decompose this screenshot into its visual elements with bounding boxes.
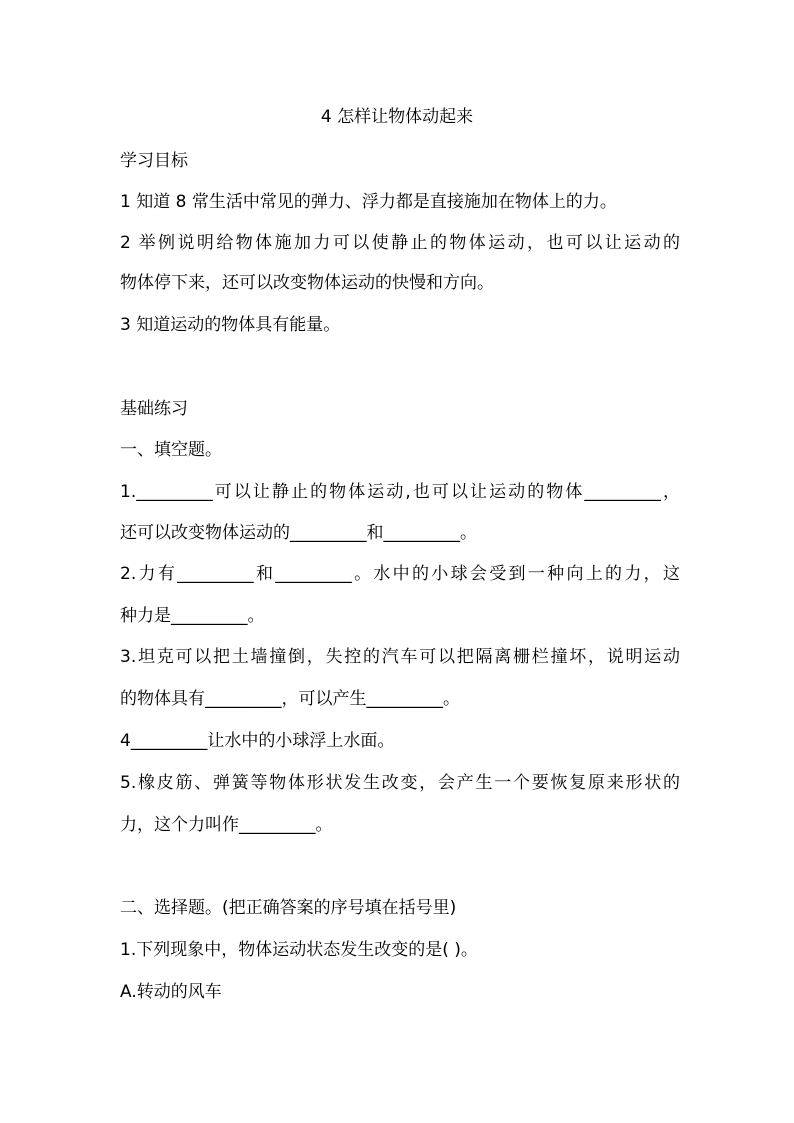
choice-option-a: A.转动的风车 xyxy=(120,982,222,1002)
fill-blank-heading: 一、填空题。 xyxy=(120,440,222,460)
goal-item-2-continued: 物体停下来，还可以改变物体运动的快慢和方向。 xyxy=(120,273,494,293)
fill-question-4: 4_________让水中的小球浮上水面。 xyxy=(120,731,395,751)
fill-question-3-continued: 的物体具有_________，可以产生_________。 xyxy=(120,689,460,709)
fill-question-2-continued: 种力是_________。 xyxy=(120,606,265,626)
choice-question-1: 1.下列现象中，物体运动状态发生改变的是( )。 xyxy=(120,940,478,960)
goal-item-3: 3 知道运动的物体具有能量。 xyxy=(120,315,341,335)
fill-question-5-continued: 力，这个力叫作_________。 xyxy=(120,815,333,835)
fill-question-5: 5.橡皮筋、弹簧等物体形状发生改变，会产生一个要恢复原来形状的 xyxy=(120,773,680,793)
goal-item-1: 1 知道 8 常生活中常见的弹力、浮力都是直接施加在物体上的力。 xyxy=(120,192,617,212)
fill-question-1: 1._________可以让静止的物体运动,也可以让运动的物体_________， xyxy=(120,482,680,502)
goals-heading: 学习目标 xyxy=(120,151,188,171)
choice-heading: 二、选择题。(把正确答案的序号填在括号里) xyxy=(120,898,457,918)
basic-practice-heading: 基础练习 xyxy=(120,399,188,419)
fill-question-3: 3.坦克可以把土墙撞倒，失控的汽车可以把隔离栅栏撞坏，说明运动 xyxy=(120,647,680,667)
goal-item-2: 2 举例说明给物体施加力可以使静止的物体运动，也可以让运动的 xyxy=(120,233,680,253)
page-title: 4 怎样让物体动起来 xyxy=(320,107,474,127)
fill-question-1-continued: 还可以改变物体运动的_________和_________。 xyxy=(120,523,477,543)
fill-question-2: 2.力有_________和_________。水中的小球会受到一种向上的力，这 xyxy=(120,564,680,584)
